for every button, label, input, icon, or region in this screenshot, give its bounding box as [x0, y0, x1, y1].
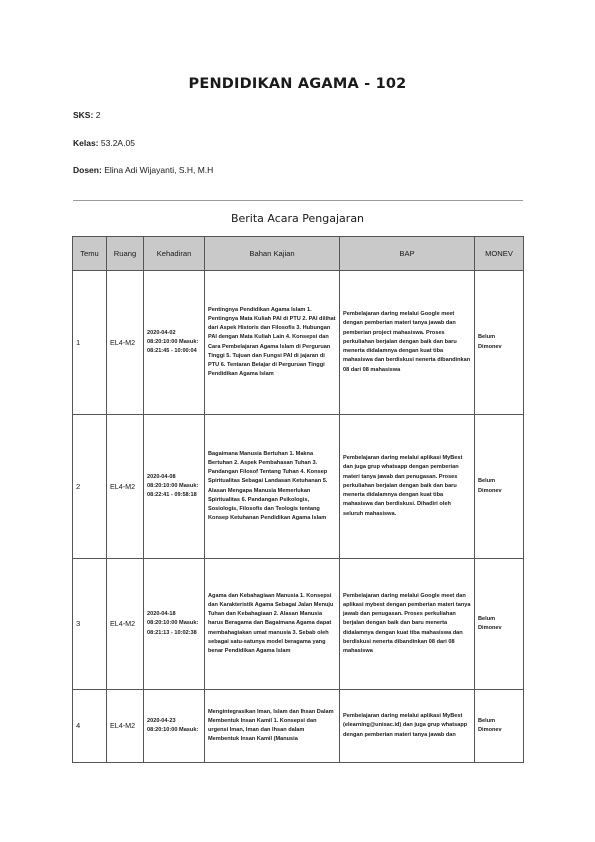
sks-line — [73, 110, 100, 120]
cell-kehadiran: 2020-04-08 08:20:10:00 Masuk: 08:22:41 - 09:58:18 — [144, 415, 205, 559]
cell-ruang: EL4-M2 — [107, 690, 144, 763]
table-row — [73, 690, 524, 763]
cell-temu: 1 — [73, 271, 107, 415]
kelas-value: 53.2A.05 — [100, 138, 135, 148]
cell-bahan-kajian: Pentingnya Pendidikan Agama Islam 1. Pentingnya Mata Kuliah PAI di PTU 2. PAI dilihat dari Aspek Historis dan Filosofis 3. Hubungan PAI dengan Mata Kuliah Lain 4. Konsepsi dan Cara Pembelajaran Agama Islam di Perguruan Tinggi 5. Tujuan dan Fungsi PAI di jajaran di PTU 6. Tentaran Belajar di Perguruan Tinggi Pendidikan Agama Islam — [205, 271, 340, 415]
cell-temu: 2 — [73, 415, 107, 559]
dosen-value: Elina Adi Wijayanti, S.H, M.H — [104, 165, 214, 175]
cell-bahan-kajian: Agama dan Kebahagiaan Manusia 1. Konsepsi dan Karakteristik Agama Sebagai Jalan Menuju Tuhan dan Kebahagiaan 2. Alasan Manusia harus Beragama dan Bagaimana Agama dapat membahagiakan umat manusia 3. Sebab oleh sebagai satu-satunya model beragama yang benar Pendidikan Agama Islam — [205, 559, 340, 690]
table-row — [73, 559, 524, 690]
header-ruang: Ruang — [107, 237, 144, 271]
table-row — [73, 271, 524, 415]
section-title: Berita Acara Pengajaran — [230, 212, 365, 225]
header-kehadiran: Kehadiran — [144, 237, 205, 271]
header-bahan-kajian: Bahan Kajian — [205, 237, 340, 271]
table-row — [73, 415, 524, 559]
dosen-label: Dosen: — [73, 165, 102, 175]
cell-temu: 4 — [73, 690, 107, 763]
cell-ruang: EL4-M2 — [107, 415, 144, 559]
header-temu: Temu — [73, 237, 107, 271]
header-bap: BAP — [340, 237, 475, 271]
cell-monev: Belum Dimonev — [475, 271, 524, 415]
cell-bap: Pembelajaran daring melalui Google meet dengan pemberian materi tanya jawab dan pemberian project mahasiswa. Proses perkuliahan berjalan dengan baik dan baru menerta didalamnya dengan kuat tiba mahasiswa dan berdiskusi nenerta dibandinkan 08 dari 08 mahasiswa — [340, 271, 475, 415]
bap-table — [72, 236, 524, 763]
cell-temu: 3 — [73, 559, 107, 690]
dosen-line — [73, 165, 213, 175]
divider — [73, 200, 523, 201]
cell-kehadiran: 2020-04-23 08:20:10:00 Masuk: — [144, 690, 205, 763]
document-title: PENDIDIKAN AGAMA - 102 — [188, 76, 407, 92]
cell-monev: Belum Dimonev — [475, 415, 524, 559]
cell-bahan-kajian: Bagaimana Manusia Bertuhan 1. Makna Bertuhan 2. Aspek Pembahasan Tuhan 3. Pandangan Filosof Tentang Tuhan 4. Konsep Spiritualitas Sebagai Landasan Ketuhanan 5. Alasan Mengapa Manusia Memerlukan Spiritualitas 6. Pandangan Psikologis, Sosiologis, Filosofis dan Teologis tentang Konsep Ketuhanan Pendidikan Agama Islam — [205, 415, 340, 559]
header-monev: MONEV — [475, 237, 524, 271]
cell-bahan-kajian: Mengintegrasikan Iman, Islam dan Ihsan Dalam Membentuk Insan Kamil 1. Konsepsi dan urgensi Iman, Iman dan Ihsan dalam Membentuk Insan Kamil (Manusia — [205, 690, 340, 763]
cell-bap: Pembelajaran daring melalui aplikasi MyBest (elearning@unisac.id) dan juga grup whatsapp dengan pemberian materi tanya jawab dan — [340, 690, 475, 763]
cell-bap: Pembelajaran daring melalui aplikasi MyBest dan juga grup whatsapp dengan pemberian materi tanya jawab dan penugasan. Proses perkuliahan berjalan dengan baik dan baru menerta didalamnya dengan kuat tiba mahasiswa dan berdiskusi. Dihadiri oleh seluruh mahasiswa. — [340, 415, 475, 559]
cell-monev: Belum Dimonev — [475, 559, 524, 690]
cell-kehadiran: 2020-04-02 08:20:10:00 Masuk: 08:21:45 - 10:00:04 — [144, 271, 205, 415]
sks-label: SKS: — [73, 110, 94, 120]
table-header-row — [73, 237, 524, 271]
cell-bap: Pembelajaran daring melalui Google meet dan aplikasi mybest dengan pemberian materi tanya jawab dan penugasan. Proses perkuliahan berjalan dengan baik dan baru menerta didalamnya dengan kuat tiba mahasiswa dan berdiskusi nenerta dibandinkan 08 dari 08 mahasiswa — [340, 559, 475, 690]
cell-ruang: EL4-M2 — [107, 559, 144, 690]
kelas-label: Kelas: — [73, 138, 99, 148]
cell-kehadiran: 2020-04-18 08:20:10:00 Masuk: 08:21:13 - 10:02:38 — [144, 559, 205, 690]
sks-value: 2 — [95, 110, 101, 120]
kelas-line — [73, 138, 135, 148]
cell-monev: Belum Dimonev — [475, 690, 524, 763]
cell-ruang: EL4-M2 — [107, 271, 144, 415]
